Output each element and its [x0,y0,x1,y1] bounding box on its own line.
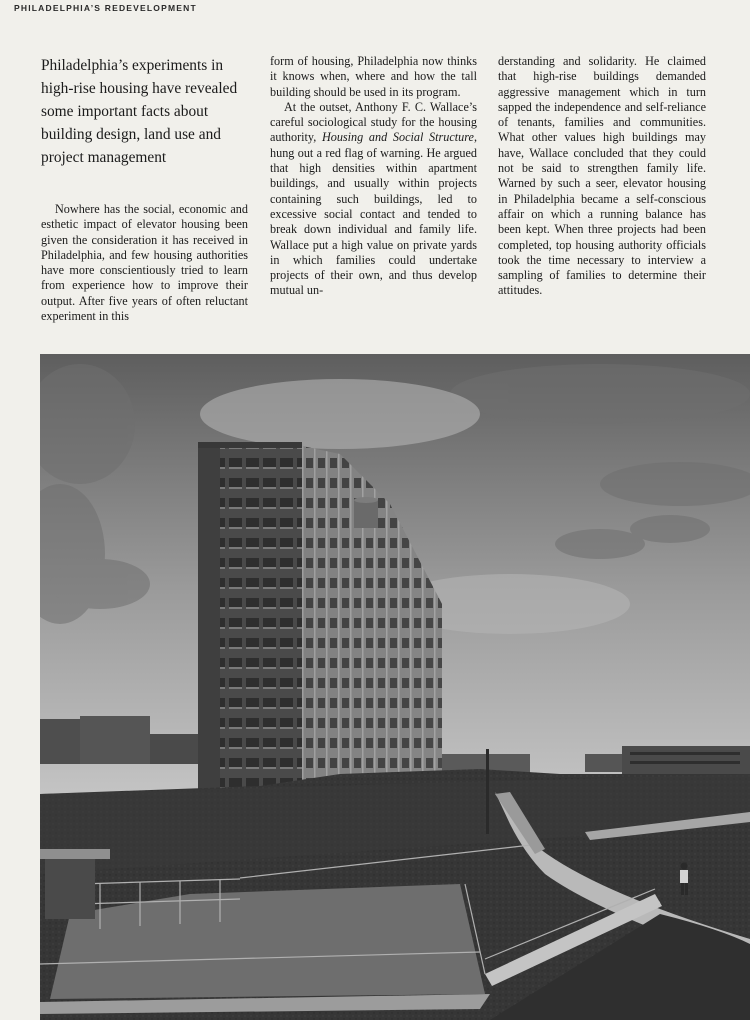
running-head: PHILADELPHIA’S REDEVELOPMENT [14,3,197,13]
paragraph-2: form of housing, Philadelphia now thinks it knows when, where and how the tall building should be used in its program. [270,54,477,99]
book-title: Housing and Social Structure [321,130,474,145]
paragraph-3-lead: At the outset, Anthony F. C. Wallace’s careful sociological study for the housing authority, [270,99,477,145]
paragraph-1: Nowhere has the social, economic and esthetic impact of elevator housing been given the consideration it has received in Philadelphia, and few housing authorities have more conscientiously tried to learn from experience how to improve their output. After five years of often reluctant experiment in this [41,202,248,324]
paragraph-3-rest: , hung out a red flag of warning. He argued that high densities within apartment buildings, and usually within projects containing such buildings, led to excessive social contact and tended to break down individual and family life. Wallace put a high value on private yards in which families could undertake projects of their own, and thus develop mutual un- [270,130,477,298]
column-1 [41,54,248,324]
column-3 [498,54,706,299]
housing-project-photo [40,354,750,1020]
article-deck: Philadelphia’s experiments in high-rise housing have revealed some important facts about building design, land use and project management [41,57,238,166]
column-2 [270,54,477,299]
paragraph-4: derstanding and solidarity. He claimed that high-rise buildings demanded aggressive management which in turn sapped the independence and self-reliance of tenants, families and communities. What other values high buildings may have, Wallace concluded that they could not be said to strengthen family life. Warned by such a seer, elevator housing in Philadelphia became a self-conscious affair on which a running balance has been kept. When three projects had been completed, top housing authority officials took the time necessary to interview a sampling of families to determine their attitudes. [498,54,706,298]
paragraph-3 [270,100,477,299]
